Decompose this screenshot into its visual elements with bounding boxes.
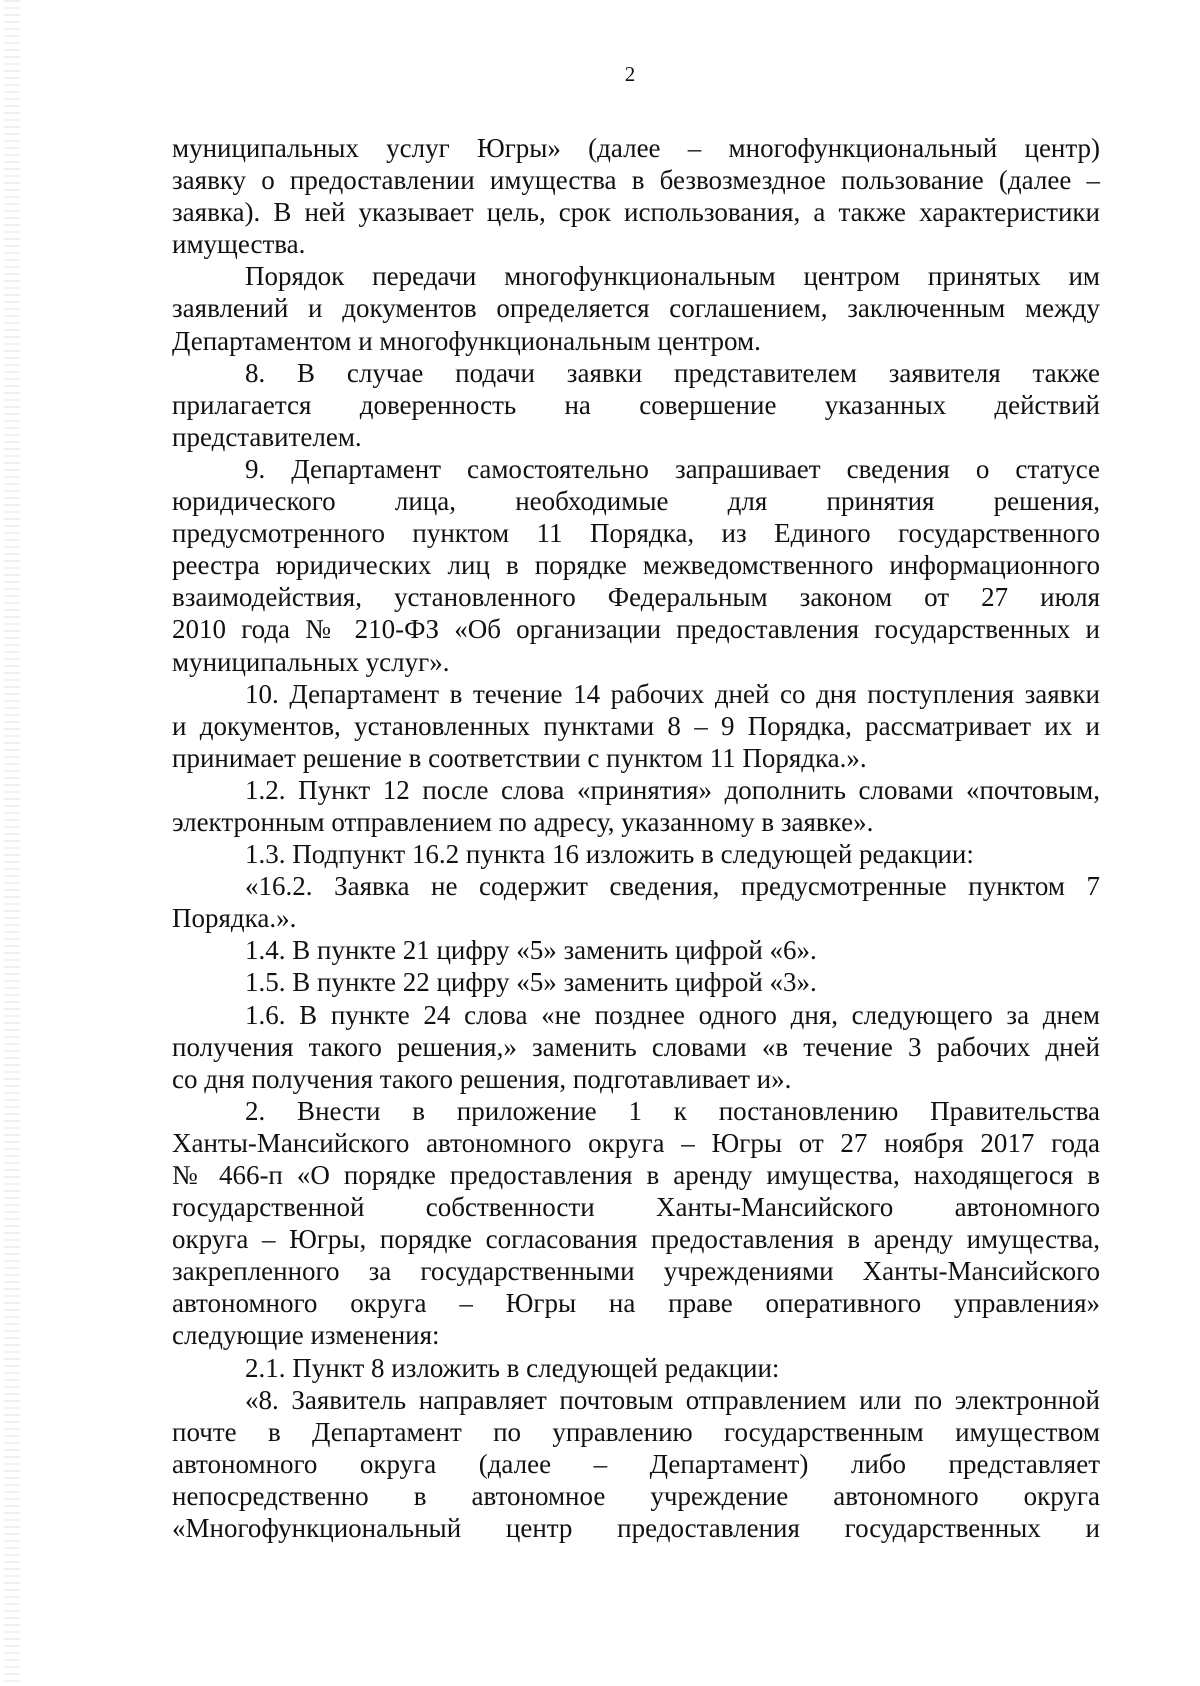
text-line: «Многофункциональный центр предоставления государственных и [172, 1513, 1100, 1544]
text-line: 8. В случае подачи заявки представителем заявителя также [245, 357, 1100, 388]
text-line: «8. Заявитель направляет почтовым отправлением или по электронной [245, 1384, 1100, 1415]
text-line: взаимодействия, установленного Федеральным законом от 27 июля [172, 582, 1100, 613]
text-line: 1.2. Пункт 12 после слова «принятия» дополнить словами «почтовым, [245, 774, 1100, 805]
text-line: автономного округа (далее – Департамент) либо представляет [172, 1448, 1100, 1479]
text-line: государственной собственности Ханты-Мансийского автономного [172, 1192, 1100, 1223]
text-line: № 466-п «О порядке предоставления в аренду имущества, находящегося в [172, 1160, 1100, 1190]
text-line: имущества. [172, 229, 306, 260]
text-line: электронным отправлением по адресу, указанному в заявке». [172, 806, 874, 837]
scan-edge-artifact [4, 0, 20, 1686]
text-line: почте в Департамент по управлению государственным имуществом [172, 1416, 1100, 1447]
text-line: 1.3. Подпункт 16.2 пункта 16 изложить в следующей редакции: [245, 839, 974, 870]
text-line: закрепленного за государственными учреждениями Ханты-Мансийского [172, 1256, 1100, 1287]
text-line: 10. Департамент в течение 14 рабочих дней со дня поступления заявки [245, 678, 1100, 709]
text-line: реестра юридических лиц в порядке межведомственного информационного [172, 550, 1100, 581]
document-body [172, 132, 1100, 1544]
text-line: Порядок передачи многофункциональным центром принятых им [245, 261, 1100, 292]
text-line: автономного округа – Югры на праве оперативного управления» [172, 1288, 1100, 1319]
text-line: 2.1. Пункт 8 изложить в следующей редакции: [245, 1352, 780, 1383]
text-line: следующие изменения: [172, 1320, 440, 1351]
text-line: юридического лица, необходимые для принятия решения, [172, 486, 1100, 517]
page-number: 2 [624, 62, 636, 86]
text-line: муниципальных услуг Югры» (далее – многофункциональный центр) [172, 133, 1100, 163]
text-line: представителем. [172, 421, 362, 452]
text-line: Ханты-Мансийского автономного округа – Югры от 27 ноября 2017 года [172, 1127, 1100, 1158]
text-line: 9. Департамент самостоятельно запрашивает сведения о статусе [245, 453, 1100, 484]
text-line: принимает решение в соответствии с пунктом 11 Порядка.». [172, 742, 867, 773]
text-line: предусмотренного пунктом 11 Порядка, из Единого государственного [172, 518, 1100, 549]
text-line: со дня получения такого решения, подготавливает и». [172, 1063, 792, 1094]
text-line: Департаментом и многофункциональным центром. [172, 325, 761, 356]
text-line: 1.5. В пункте 22 цифру «5» заменить цифрой «3». [245, 967, 817, 998]
text-line: муниципальных услуг». [172, 646, 450, 677]
text-line: заявлений и документов определяется соглашением, заключенным между [172, 293, 1100, 324]
text-line: непосредственно в автономное учреждение автономного округа [172, 1480, 1100, 1511]
text-line: заявку о предоставлении имущества в безвозмездное пользование (далее – [172, 165, 1100, 196]
text-line: 2010 года № 210-ФЗ «Об организации предоставления государственных и [172, 614, 1100, 645]
text-line: Порядка.». [172, 903, 297, 934]
text-line: «16.2. Заявка не содержит сведения, предусмотренные пунктом 7 [245, 871, 1100, 902]
text-line: 2. Внести в приложение 1 к постановлению Правительства [245, 1095, 1100, 1126]
text-line: 1.4. В пункте 21 цифру «5» заменить цифрой «6». [245, 935, 817, 966]
text-line: округа – Югры, порядке согласования предоставления в аренду имущества, [172, 1224, 1100, 1255]
text-line: получения такого решения,» заменить словами «в течение 3 рабочих дней [172, 1031, 1100, 1062]
text-line: заявка). В ней указывает цель, срок использования, а также характеристики [172, 197, 1100, 228]
text-line: и документов, установленных пунктами 8 – 9 Порядка, рассматривает их и [172, 710, 1100, 741]
text-line: 1.6. В пункте 24 слова «не позднее одного дня, следующего за днем [245, 999, 1100, 1030]
text-line: прилагается доверенность на совершение указанных действий [172, 389, 1100, 420]
